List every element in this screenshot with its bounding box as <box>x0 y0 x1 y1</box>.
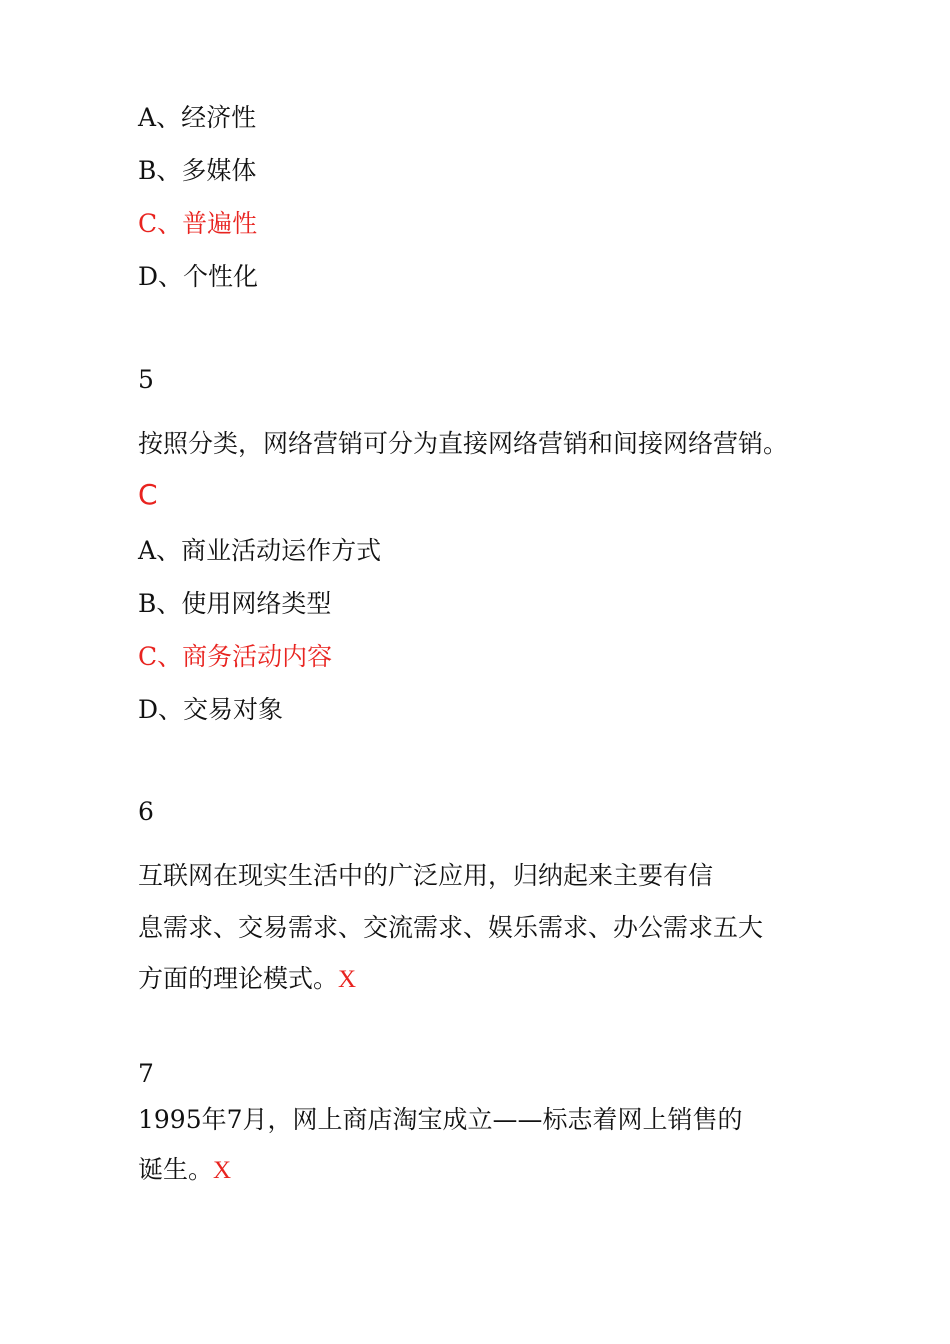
option-text: 、商业活动运作方式 <box>156 536 382 565</box>
q5-answer: C <box>138 478 158 511</box>
option-text: 、交易对象 <box>158 695 284 724</box>
option-text: 、个性化 <box>158 262 259 291</box>
q4-option-b <box>138 155 256 187</box>
q7-text-line-2-text: 诞生。 <box>138 1155 214 1184</box>
option-letter: C <box>138 209 158 238</box>
option-letter: B <box>138 156 157 185</box>
q6-text-line-1: 互联网在现实生活中的广泛应用，归纳起来主要有信 <box>138 861 714 890</box>
q4-option-d <box>138 261 258 293</box>
q7-text-a: 年 <box>201 1105 227 1134</box>
q7-year: 1995 <box>138 1105 202 1134</box>
q5-option-a <box>138 535 381 567</box>
option-letter: C <box>138 642 158 671</box>
q7-text-line-2 <box>138 1154 231 1187</box>
option-letter: D <box>138 695 159 724</box>
q5-question-text: 按照分类，网络营销可分为直接网络营销和间接网络营销。 <box>138 429 789 458</box>
q6-text-line-2: 息需求、交易需求、交流需求、娱乐需求、办公需求五大 <box>138 913 764 942</box>
option-letter: A <box>138 103 157 132</box>
q4-option-c-correct <box>138 208 257 240</box>
option-text: 、经济性 <box>156 103 257 132</box>
q5-option-b <box>138 588 331 620</box>
q5-option-c-correct <box>138 641 332 673</box>
option-letter: B <box>138 589 157 618</box>
q7-text-line-1 <box>138 1104 743 1136</box>
q5-number: 5 <box>138 365 154 394</box>
q5-option-d <box>138 694 283 726</box>
q7-text-b: 月，网上商店淘宝成立——标志着网上销售的 <box>242 1105 743 1134</box>
q7-answer-mark: X <box>213 1157 232 1184</box>
q7-number: 7 <box>138 1059 154 1088</box>
option-letter: A <box>138 536 157 565</box>
q7-month: 7 <box>226 1105 243 1134</box>
option-text: 、多媒体 <box>156 156 257 185</box>
q6-answer-mark: X <box>338 966 357 993</box>
option-letter: D <box>138 262 159 291</box>
option-text: 、使用网络类型 <box>156 589 332 618</box>
q6-text-line-3 <box>138 963 356 996</box>
q4-option-a <box>138 102 256 134</box>
option-text: 、普遍性 <box>157 209 258 238</box>
option-text: 、商务活动内容 <box>157 642 333 671</box>
q6-number: 6 <box>138 797 154 826</box>
q6-text-line-3-text: 方面的理论模式。 <box>138 964 339 993</box>
